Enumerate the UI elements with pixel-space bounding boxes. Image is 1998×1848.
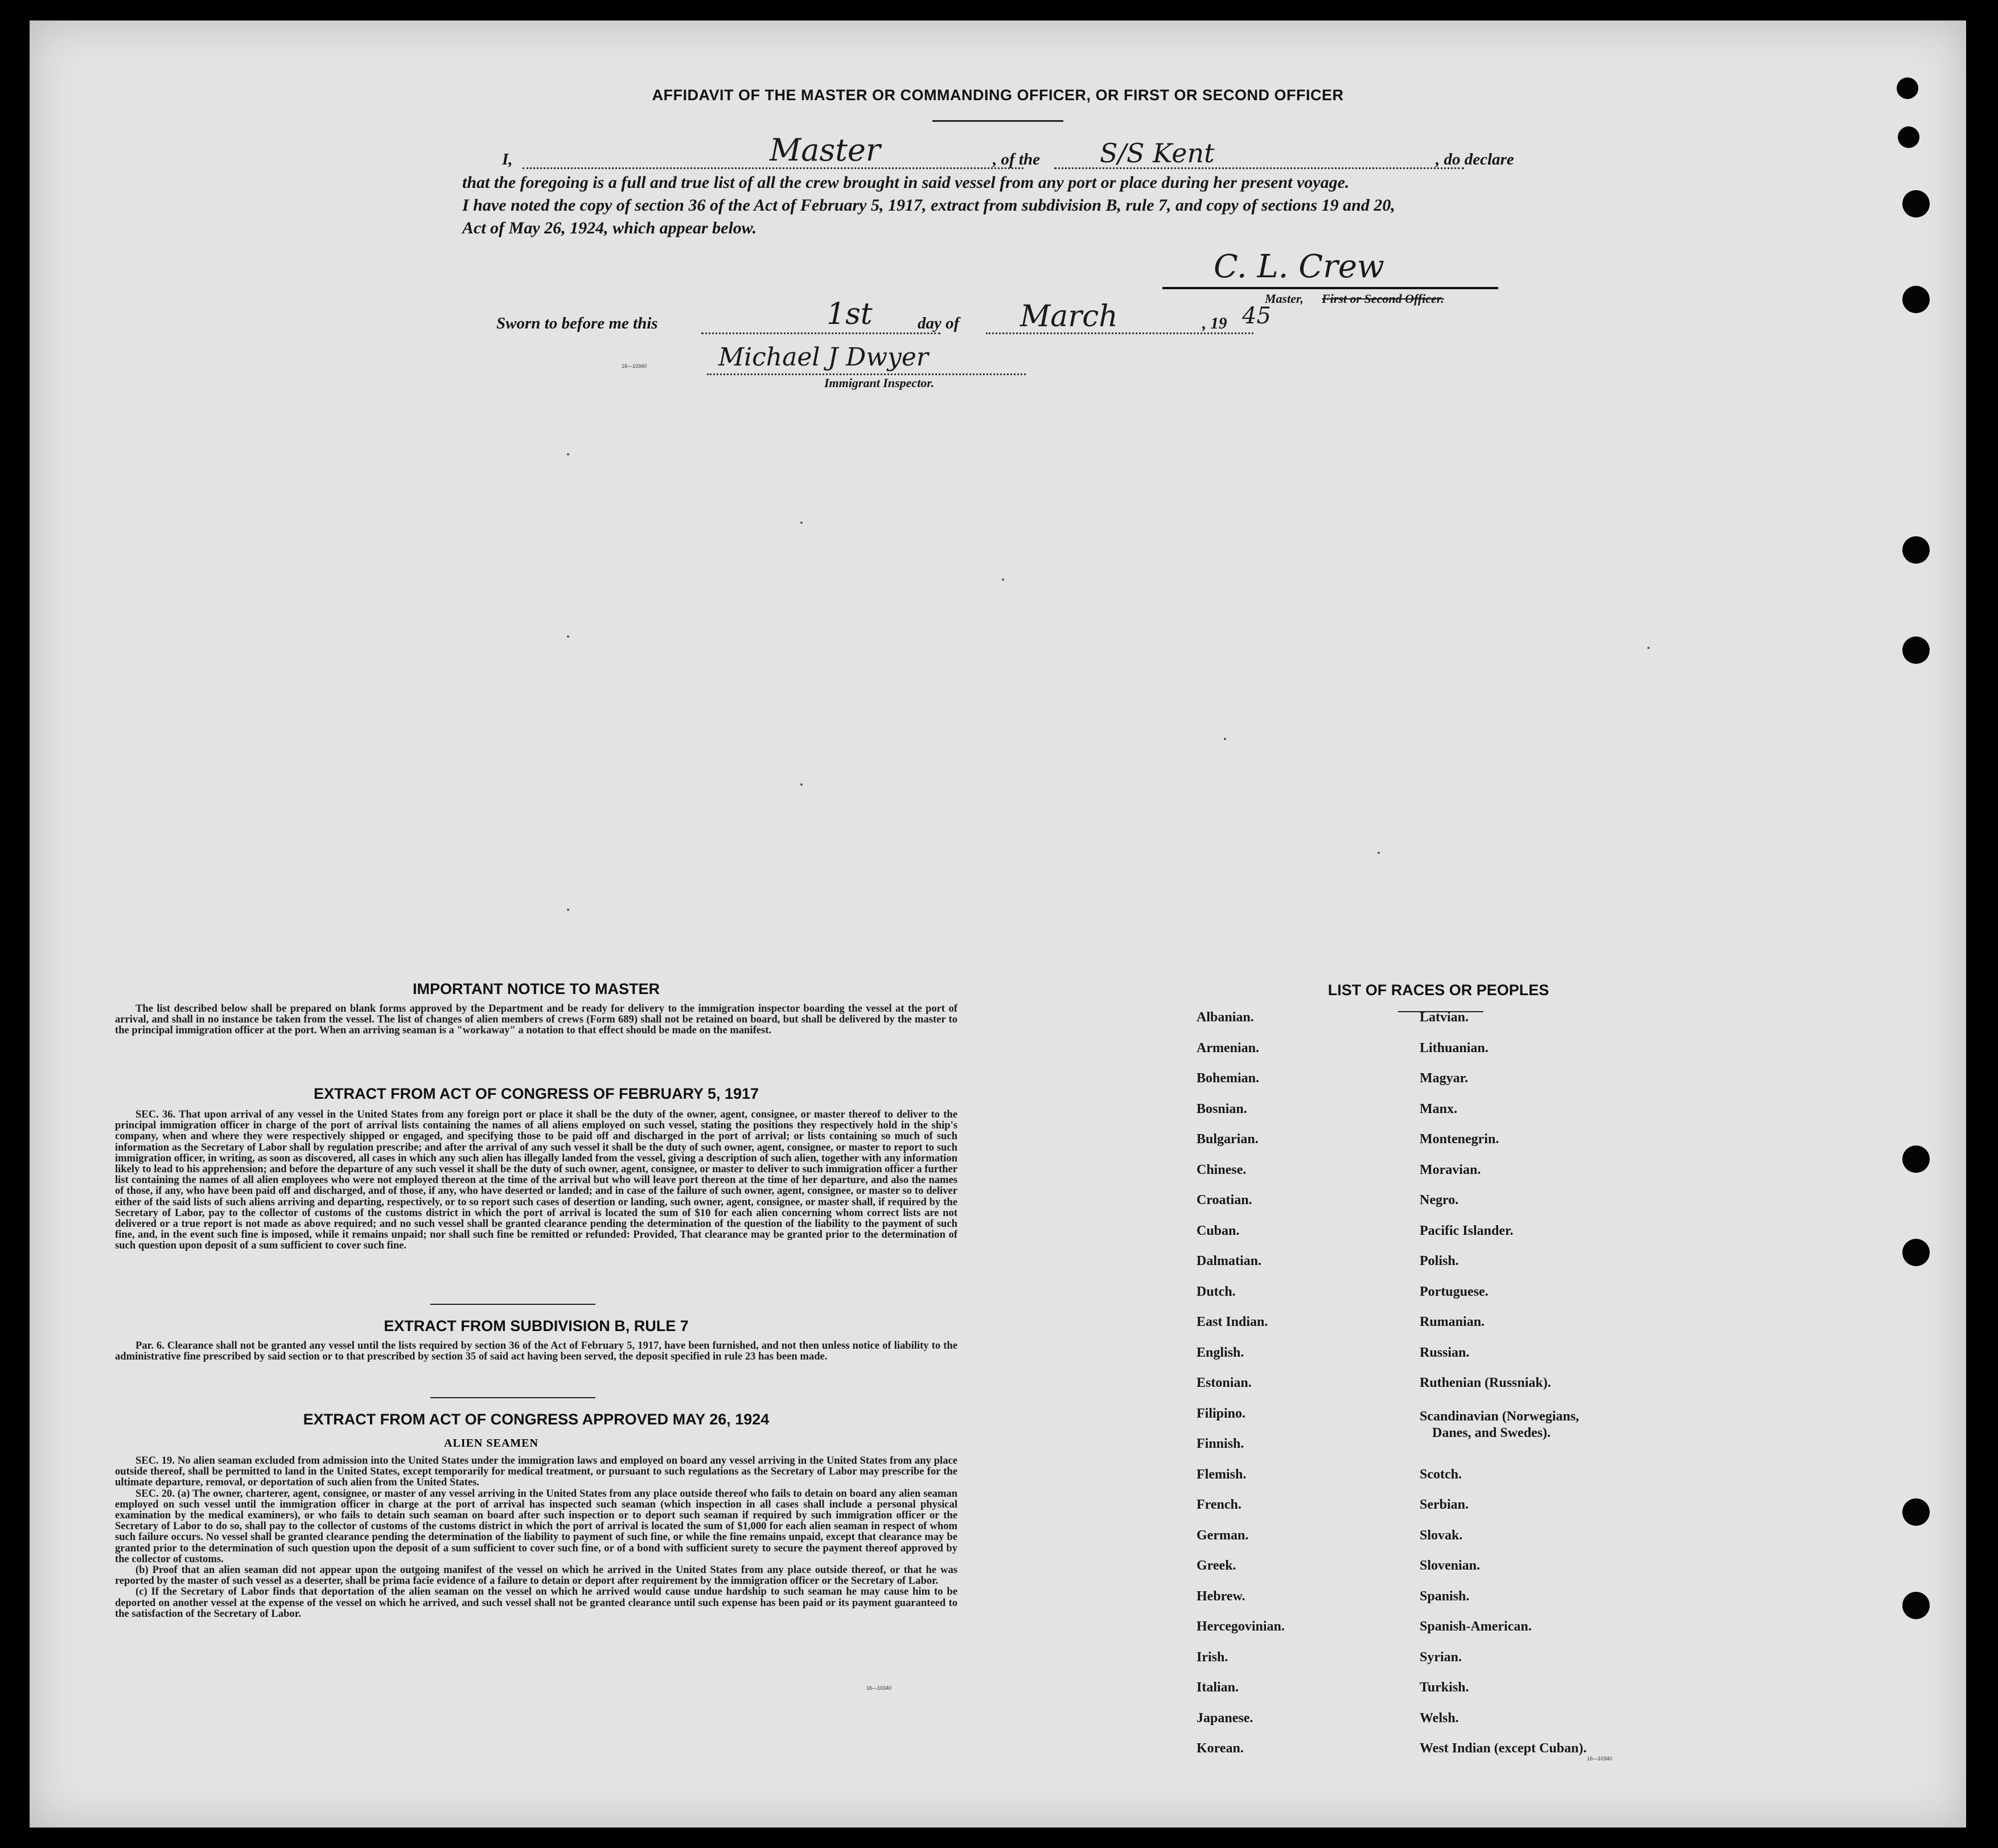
- declaration-i-label: I,: [502, 150, 513, 169]
- race-item: Rumanian.: [1420, 1315, 1485, 1329]
- extract-1917-title: EXTRACT FROM ACT OF CONGRESS OF FEBRUARY 5, 1917: [313, 1085, 759, 1102]
- race-item: Hebrew.: [1197, 1588, 1245, 1604]
- punch-hole: [1902, 536, 1930, 564]
- race-item: Russian.: [1420, 1345, 1470, 1360]
- punch-hole: [1902, 190, 1930, 217]
- declaration-line-4: Act of May 26, 1924, which appear below.: [462, 219, 757, 237]
- extract-rule7-paragraph: Par. 6. Clearance shall not be granted any vessel until the lists required by section 36 of the Act of February 5, 1917, have been furnished, and not then unless notice of liability to the administrative fine prescribed by said section or to that prescribed by section 35 of said act having been served, the deposit specified in rule 23 has been made.: [115, 1340, 957, 1363]
- speck: [567, 909, 569, 911]
- sworn-day-handwritten: 1st: [827, 297, 873, 331]
- race-item: Croatian.: [1197, 1193, 1252, 1208]
- punch-hole: [1902, 1239, 1930, 1266]
- title-rule: [932, 120, 1063, 122]
- race-item: English.: [1197, 1345, 1244, 1360]
- document-sheet: [30, 20, 1966, 1828]
- race-item: Montenegrin.: [1420, 1132, 1499, 1147]
- race-item: Spanish-American.: [1420, 1619, 1532, 1634]
- race-item: Danes, and Swedes).: [1432, 1426, 1551, 1440]
- notice-paragraph: The list described below shall be prepared on blank forms approved by the Department and be ready for delivery to the immigration inspector boarding the vessel at the port of arrival, and shall in no instance be taken from the vessel. The list of changes of alien members of crews (Form 689) shall not be retained on board, but shall be delivered by the master to the principal immigration officer at the port. When an arriving seaman is a "workaway" a notation to that effect should be made on the manifest.: [115, 1003, 957, 1037]
- sworn-day-blank: [701, 332, 940, 334]
- race-item: Latvian.: [1420, 1010, 1469, 1025]
- vessel-handwritten: S/S Kent: [1100, 138, 1215, 169]
- speck: [567, 453, 569, 455]
- year-handwritten: 45: [1242, 303, 1271, 329]
- race-item: Serbian.: [1420, 1497, 1469, 1512]
- race-item: Pacific Islander.: [1420, 1223, 1514, 1238]
- master-signature: C. L. Crew: [1214, 248, 1384, 285]
- race-item: West Indian (except Cuban).: [1420, 1741, 1587, 1756]
- race-item: Negro.: [1420, 1193, 1459, 1208]
- alien-seamen-subtitle: ALIEN SEAMEN: [444, 1437, 538, 1449]
- punch-hole: [1902, 1592, 1930, 1619]
- sec19-paragraph: SEC. 19. No alien seaman excluded from admission into the United States under the immigration laws and employed on board any vessel arriving in the United States from any place outside thereof, shall be permitted to land in the United States, except temporarily for medical treatment, or pursuant to such regulations as the Secretary of Labor may prescribe for the ultimate departure, removal, or deportation of such alien from the United States.: [115, 1455, 957, 1489]
- race-item: Irish.: [1197, 1649, 1228, 1665]
- race-item: Finnish.: [1197, 1436, 1244, 1451]
- race-item: Estonian.: [1197, 1375, 1252, 1390]
- inspector-blank: [707, 373, 1026, 375]
- extract-1924-text: [115, 1455, 957, 1619]
- declaration-line-3: I have noted the copy of section 36 of the Act of February 5, 1917, extract from subdivision B, rule 7, and copy of sections 19 and 20,: [462, 196, 1395, 215]
- punch-hole: [1902, 1498, 1930, 1526]
- extract-form-number: 16—10340: [866, 1685, 892, 1691]
- race-item: Japanese.: [1197, 1710, 1253, 1726]
- race-item: Chinese.: [1197, 1162, 1247, 1177]
- race-item: Ruthenian (Russniak).: [1420, 1375, 1551, 1390]
- signature-rule: [1162, 287, 1498, 289]
- speck: [567, 635, 569, 638]
- do-declare-label: , do declare: [1436, 150, 1514, 169]
- race-item: Bulgarian.: [1197, 1132, 1259, 1147]
- race-item: Moravian.: [1420, 1162, 1481, 1177]
- race-item: Welsh.: [1420, 1710, 1459, 1726]
- extract-rule7-text: [115, 1340, 957, 1362]
- officer-handwritten: Master: [770, 132, 881, 168]
- year-prefix: , 19: [1202, 314, 1227, 332]
- affidavit-title: AFFIDAVIT OF THE MASTER OR COMMANDING OFFICER, OR FIRST OR SECOND OFFICER: [652, 87, 1344, 104]
- punch-hole: [1902, 636, 1930, 664]
- punch-hole: [1902, 1145, 1930, 1173]
- race-item: Flemish.: [1197, 1467, 1247, 1482]
- extract-1917-paragraph: SEC. 36. That upon arrival of any vessel in the United States from any foreign port or place it shall be the duty of the owner, agent, consignee, or master thereof to deliver to the principal immigration officer in charge of the port of arrival lists containing the names of all aliens employed on such vessel, stating the positions they respectively hold in the ship's company, when and where they were respectively shipped or engaged, and specifying those to be paid off and discharged in the port of arrival; or lists containing so much of such information as the Secretary of Labor shall by regulation prescribe; and after the arrival of any such vessel it shall be the duty of such owner, agent, consignee, or master to report to such immigration officer, in writing, as soon as discovered, all cases in which any such alien has illegally landed from the vessel, giving a description of such alien, together with any information likely to lead to his apprehension; and before the departure of any such vessel it shall be the duty of such owner, agent, consignee, or master to deliver to such immigration officer a further list containing the names of all alien employees who were not employed thereon at the time of the arrival but who will leave port thereon at the time of her departure, and also the names of those, if any, who have been paid off and discharged, and of those, if any, who have deserted or landed; and in case of the failure of such owner, agent, consignee, or master so to deliver either of the said lists of such aliens arriving and departing, respectively, or to so report such cases of desertion or landing, such owner, agent, consignee, or master shall, if required by the Secretary of Labor, pay to the collector of customs of the customs district in which the port of arrival is located the sum of $10 for each alien concerning whom correct lists are not delivered or a true report is not made as above required; and no such vessel shall be granted clearance pending the determination of the question of the liability to the payment of such fine, and, in the event such fine is imposed, while it remains unpaid; nor shall such fine be remitted or refunded: Provided, That clearance may be granted prior to the determination of such question upon deposit of a sum sufficient to cover such fine.: [115, 1108, 957, 1252]
- sworn-month-handwritten: March: [1020, 299, 1118, 334]
- speck: [1378, 852, 1380, 854]
- of-the-label: , of the: [993, 150, 1040, 169]
- section-rule: [430, 1304, 595, 1305]
- races-form-number: 16—10340: [1587, 1756, 1613, 1761]
- punch-hole: [1902, 286, 1930, 313]
- extract-1917-text: [115, 1109, 957, 1251]
- race-item: French.: [1197, 1497, 1241, 1512]
- inspector-caption: Immigrant Inspector.: [824, 376, 935, 390]
- sec20a-paragraph: SEC. 20. (a) The owner, charterer, agent, consignee, or master of any vessel arriving in the United States from any place outside thereof who fails to detain on board any alien seaman employed on such vessel until the immigration officer in charge at the port of arrival has inspected such seaman (which inspection in all cases shall include a personal physical examination by the medical examiners), or who fails to detain such seaman on board after such inspection or to deport such seaman if required by such immigration officer or the Secretary of Labor to do so, shall pay to the collector of customs of the customs district in which the port of arrival is located the sum of $1,000 for each alien seaman in respect of whom such failure occurs. No vessel shall be granted clearance pending the determination of the liability to payment of such fine, or while the fine remains unpaid, except that clearance may be granted prior to the determination of such question upon the deposit of a sum sufficient to cover such fine, or of a bond with sufficient surety to secure the payment thereof approved by the collector of customs.: [115, 1487, 957, 1565]
- punch-hole: [1898, 126, 1919, 148]
- affidavit-form-number: 16—10340: [622, 363, 647, 369]
- race-item: Bosnian.: [1197, 1101, 1247, 1116]
- race-item: Greek.: [1197, 1558, 1236, 1573]
- race-item: Hercegovinian.: [1197, 1619, 1285, 1634]
- sec20b-paragraph: (b) Proof that an alien seaman did not appear upon the outgoing manifest of the vessel on which he arrived in the United States from any place outside thereof, or that he was reported by the master of such vessel as a deserter, shall be prima facie evidence of a failure to detain or deport after requirement by the immigration officer or the Secretary of Labor.: [115, 1564, 957, 1587]
- race-item: Slovak.: [1420, 1527, 1463, 1543]
- notice-text: [115, 1003, 957, 1036]
- extract-rule7-title: EXTRACT FROM SUBDIVISION B, RULE 7: [384, 1317, 689, 1334]
- race-item: Spanish.: [1420, 1588, 1470, 1604]
- race-item: Italian.: [1197, 1680, 1239, 1695]
- notice-title: IMPORTANT NOTICE TO MASTER: [413, 980, 660, 997]
- master-caption: Master,: [1265, 291, 1304, 306]
- race-item: East Indian.: [1197, 1315, 1268, 1329]
- race-item: Dutch.: [1197, 1284, 1236, 1299]
- race-item: Turkish.: [1420, 1680, 1469, 1695]
- race-item: Lithuanian.: [1420, 1040, 1489, 1056]
- race-item: Cuban.: [1197, 1223, 1240, 1238]
- race-item: Filipino.: [1197, 1406, 1246, 1421]
- extract-1924-title: EXTRACT FROM ACT OF CONGRESS APPROVED MAY 26, 1924: [303, 1411, 770, 1428]
- declaration-line-2: that the foregoing is a full and true list of all the crew brought in said vessel from any port or place during her present voyage.: [462, 173, 1350, 192]
- race-item: Albanian.: [1197, 1010, 1254, 1025]
- sec20c-paragraph: (c) If the Secretary of Labor finds that deportation of the alien seaman on the vessel on which he arrived would cause undue hardship to such seaman he may cause him to be deported on another vessel at the expense of the vessel on which he arrived, and such vessel shall not be granted clearance until such expense has been paid or its payment guaranteed to the satisfaction of the Secretary of Labor.: [115, 1586, 957, 1620]
- race-item: Polish.: [1420, 1254, 1459, 1268]
- race-item: Korean.: [1197, 1741, 1244, 1756]
- race-item: Scotch.: [1420, 1467, 1462, 1482]
- race-item: Slovenian.: [1420, 1558, 1481, 1573]
- day-of-label: day of: [918, 314, 960, 332]
- race-item: Manx.: [1420, 1101, 1457, 1116]
- race-item: Portuguese.: [1420, 1284, 1489, 1299]
- race-item: Dalmatian.: [1197, 1254, 1261, 1268]
- race-item: Scandinavian (Norwegians,: [1420, 1409, 1580, 1424]
- speck: [1002, 578, 1004, 581]
- race-item: Bohemian.: [1197, 1071, 1260, 1086]
- inspector-signature: Michael J Dwyer: [718, 343, 928, 372]
- races-title: LIST OF RACES OR PEOPLES: [1327, 982, 1549, 999]
- speck: [800, 521, 803, 524]
- race-item: Magyar.: [1420, 1071, 1469, 1086]
- race-item: German.: [1197, 1527, 1249, 1543]
- speck: [1647, 647, 1650, 649]
- speck: [1224, 738, 1226, 740]
- sworn-label: Sworn to before me this: [496, 314, 658, 332]
- section-rule: [430, 1397, 595, 1398]
- speck: [800, 783, 803, 786]
- race-item: Syrian.: [1420, 1649, 1462, 1665]
- struck-caption: First or Second Officer.: [1322, 291, 1444, 306]
- race-item: Armenian.: [1197, 1040, 1259, 1056]
